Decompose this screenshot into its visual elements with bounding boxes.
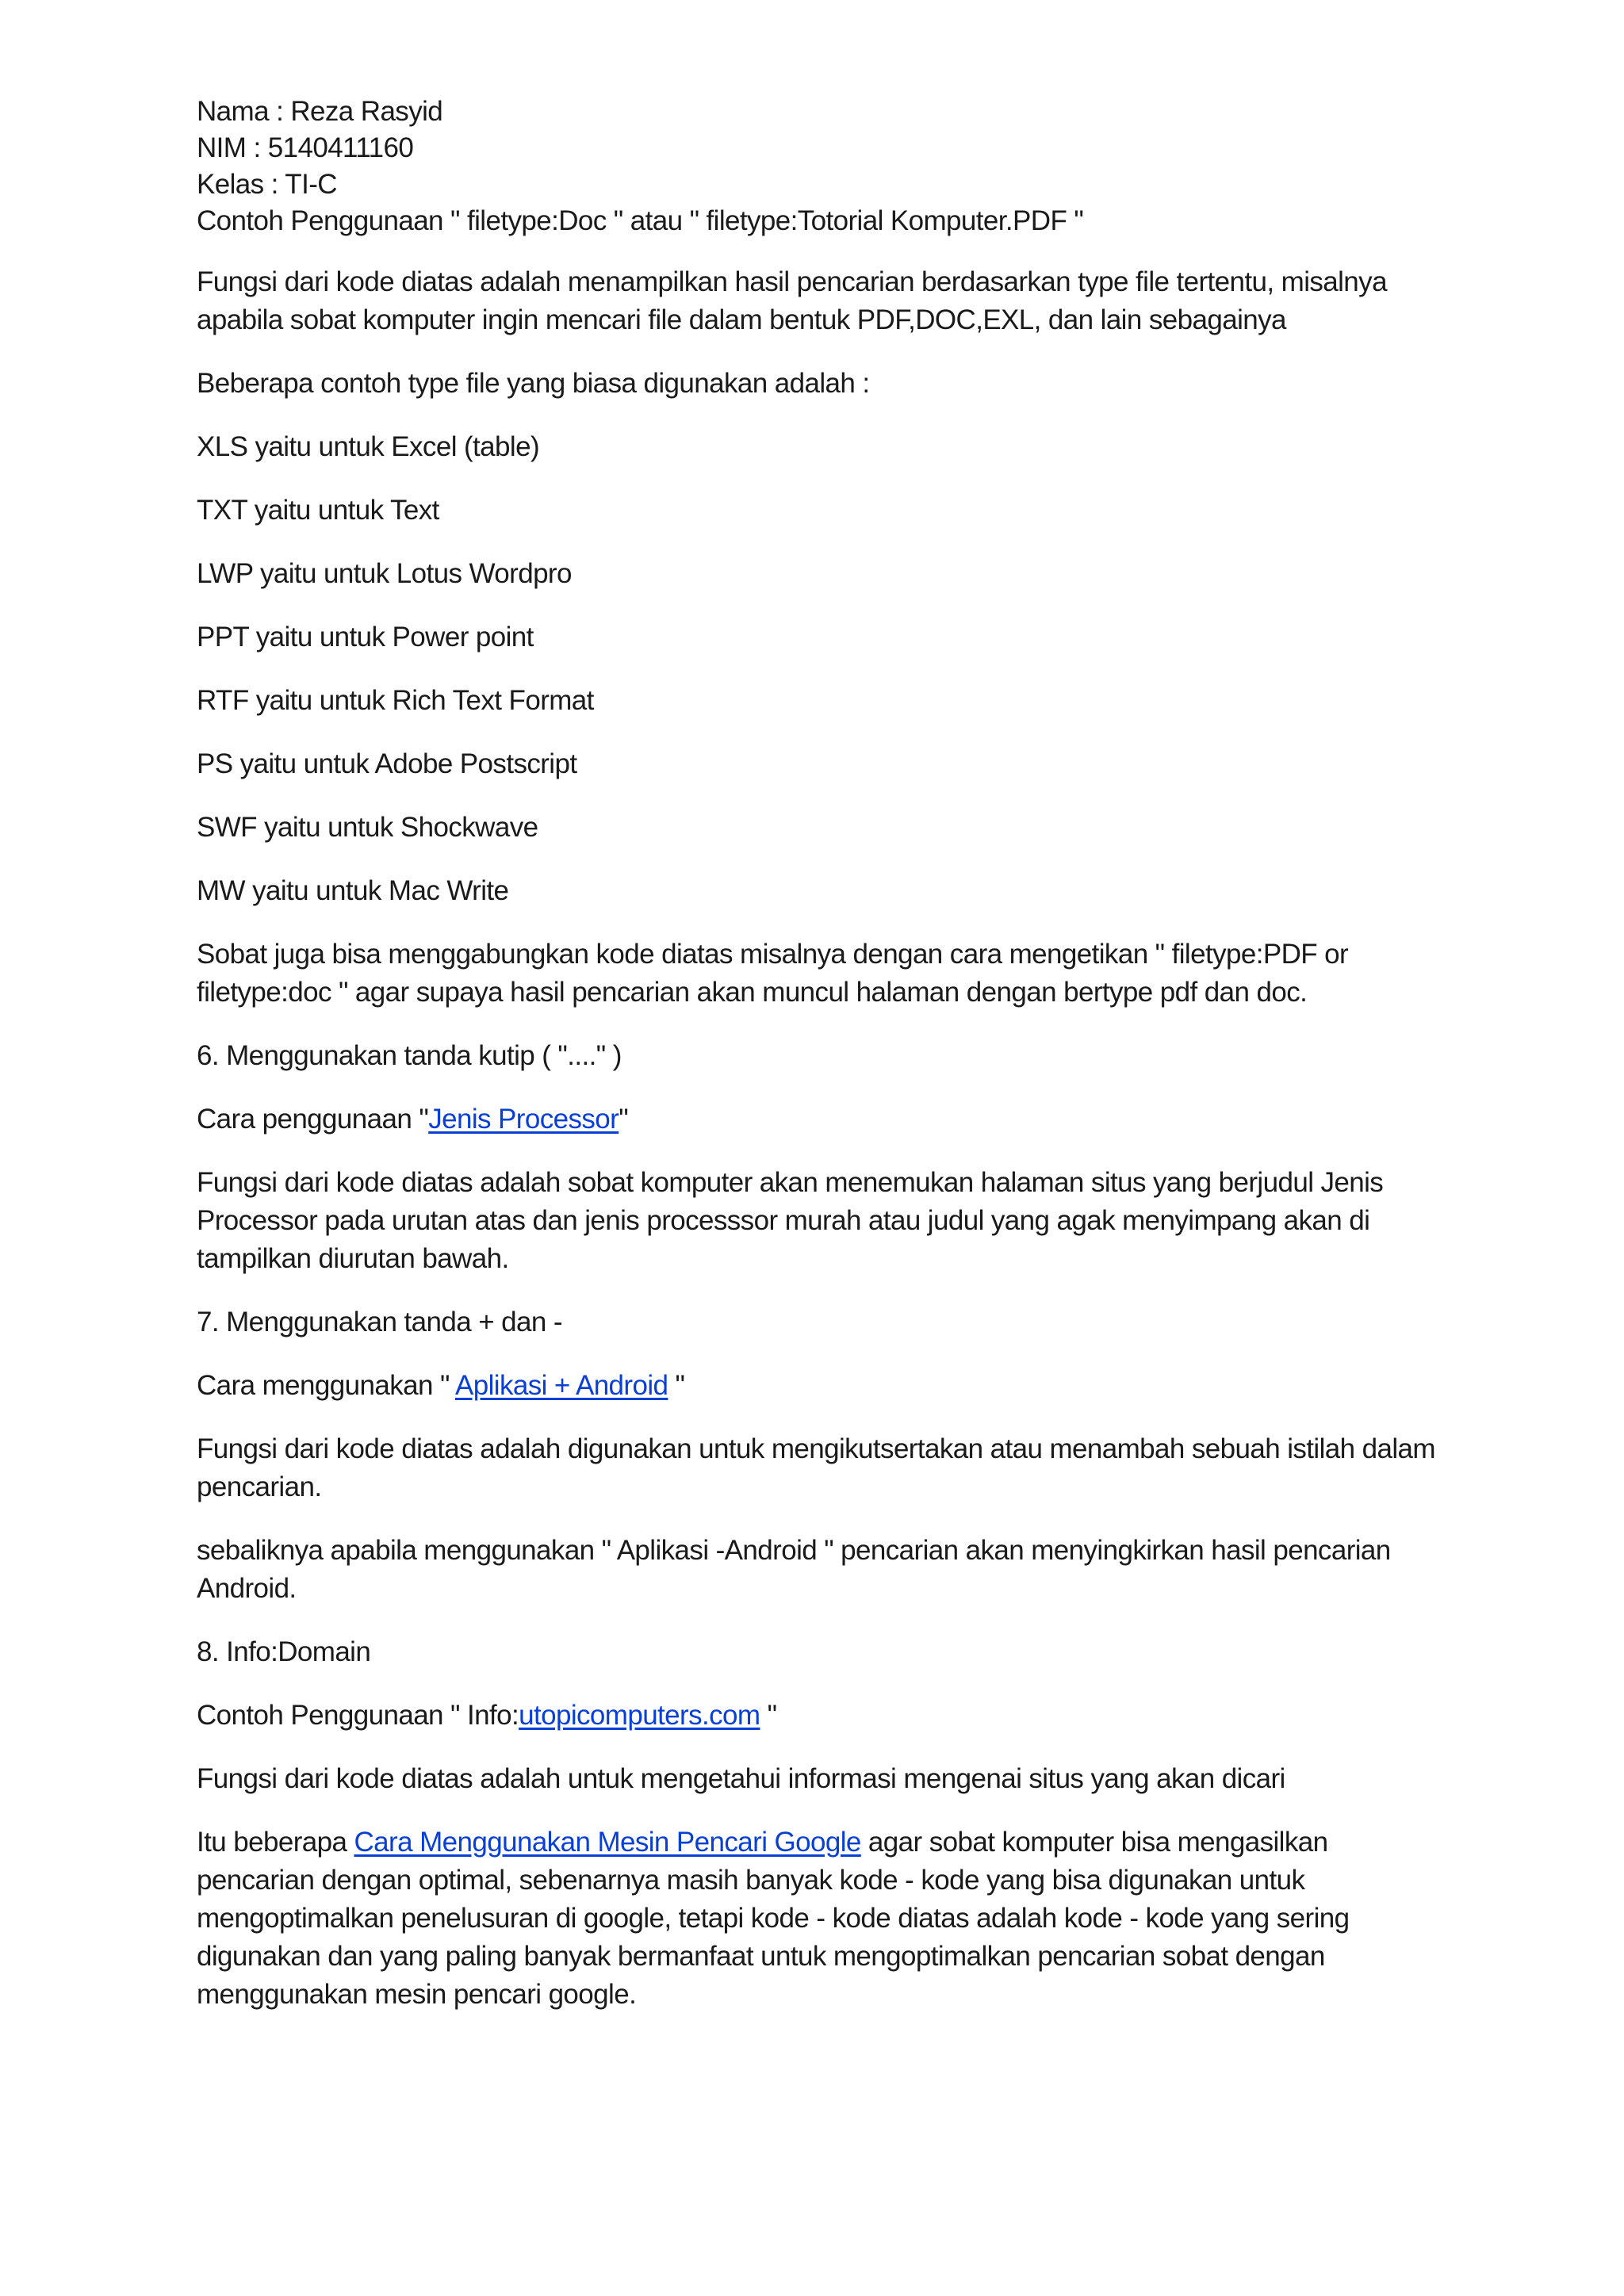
section-7-usage <box>197 1367 1450 1405</box>
student-nim: NIM : 5140411160 <box>197 132 414 163</box>
section-8-usage <box>197 1697 1450 1735</box>
section-8-function: Fungsi dari kode diatas adalah untuk mengetahui informasi mengenai situs yang akan dicari <box>197 1763 1285 1794</box>
section-8-usage-suffix: " <box>760 1700 777 1731</box>
student-class: Kelas : TI-C <box>197 169 337 200</box>
jenis-processor-link[interactable]: Jenis Processor <box>428 1104 619 1135</box>
closing-paragraph <box>197 1823 1450 2014</box>
filetype-item: MW yaitu untuk Mac Write <box>197 875 509 906</box>
filetype-item: TXT yaitu untuk Text <box>197 495 439 526</box>
section-7-usage-prefix: Cara menggunakan " <box>197 1370 455 1401</box>
filetype-item: RTF yaitu untuk Rich Text Format <box>197 685 594 716</box>
section-7-exclude: sebaliknya apabila menggunakan " Aplikasi -Android " pencarian akan menyingkirkan hasil pencarian Android. <box>197 1535 1391 1604</box>
filetype-item: XLS yaitu untuk Excel (table) <box>197 431 539 462</box>
student-name: Nama : Reza Rasyid <box>197 96 443 127</box>
filetype-list-intro: Beberapa contoh type file yang biasa digunakan adalah : <box>197 368 870 399</box>
filetype-example: Contoh Penggunaan " filetype:Doc " atau " filetype:Totorial Komputer.PDF " <box>197 205 1084 236</box>
section-8-heading: 8. Info:Domain <box>197 1636 371 1667</box>
filetype-item: PS yaitu untuk Adobe Postscript <box>197 748 577 779</box>
section-6-usage-prefix: Cara penggunaan " <box>197 1104 429 1135</box>
google-search-guide-link[interactable]: Cara Menggunakan Mesin Pencari Google <box>354 1827 861 1858</box>
document-page <box>197 94 1450 2039</box>
section-8-usage-prefix: Contoh Penggunaan " Info: <box>197 1700 519 1731</box>
section-6-function: Fungsi dari kode diatas adalah sobat komputer akan menemukan halaman situs yang berjudul Jenis Processor pada urutan atas dan jenis processsor murah atau judul yang agak menyimpang akan di tampilkan diurutan bawah. <box>197 1167 1384 1274</box>
student-header <box>197 94 1450 239</box>
filetype-item: SWF yaitu untuk Shockwave <box>197 812 538 843</box>
section-6-usage <box>197 1100 1450 1138</box>
filetype-item: LWP yaitu untuk Lotus Wordpro <box>197 558 572 589</box>
section-7-usage-suffix: " <box>668 1370 685 1401</box>
closing-suffix: agar sobat komputer bisa mengasilkan pencarian dengan optimal, sebenarnya masih banyak kode - kode yang bisa digunakan untuk mengoptimalkan penelusuran di google, tetapi kode - kode diatas adalah kode - kode yang sering digunakan dan yang paling banyak bermanfaat untuk mengoptimalkan pencarian sobat dengan menggunakan mesin pencari google. <box>197 1827 1350 2010</box>
closing-prefix: Itu beberapa <box>197 1827 354 1858</box>
section-6-usage-suffix: " <box>619 1104 629 1135</box>
utopicomputers-link[interactable]: utopicomputers.com <box>519 1700 760 1731</box>
section-6-heading: 6. Menggunakan tanda kutip ( "...." ) <box>197 1040 622 1071</box>
filetype-function-paragraph: Fungsi dari kode diatas adalah menampilkan hasil pencarian berdasarkan type file tertentu, misalnya apabila sobat komputer ingin mencari file dalam bentuk PDF,DOC,EXL, dan lain sebagainya <box>197 266 1387 335</box>
section-7-function: Fungsi dari kode diatas adalah digunakan untuk mengikutsertakan atau menambah sebuah istilah dalam pencarian. <box>197 1433 1435 1502</box>
filetype-item: PPT yaitu untuk Power point <box>197 622 534 652</box>
section-7-heading: 7. Menggunakan tanda + dan - <box>197 1307 562 1337</box>
aplikasi-android-link[interactable]: Aplikasi + Android <box>454 1370 668 1401</box>
combine-filetype-paragraph: Sobat juga bisa menggabungkan kode diatas misalnya dengan cara mengetikan " filetype:PDF or filetype:doc " agar supaya hasil pencarian akan muncul halaman dengan bertype pdf dan doc. <box>197 939 1349 1008</box>
